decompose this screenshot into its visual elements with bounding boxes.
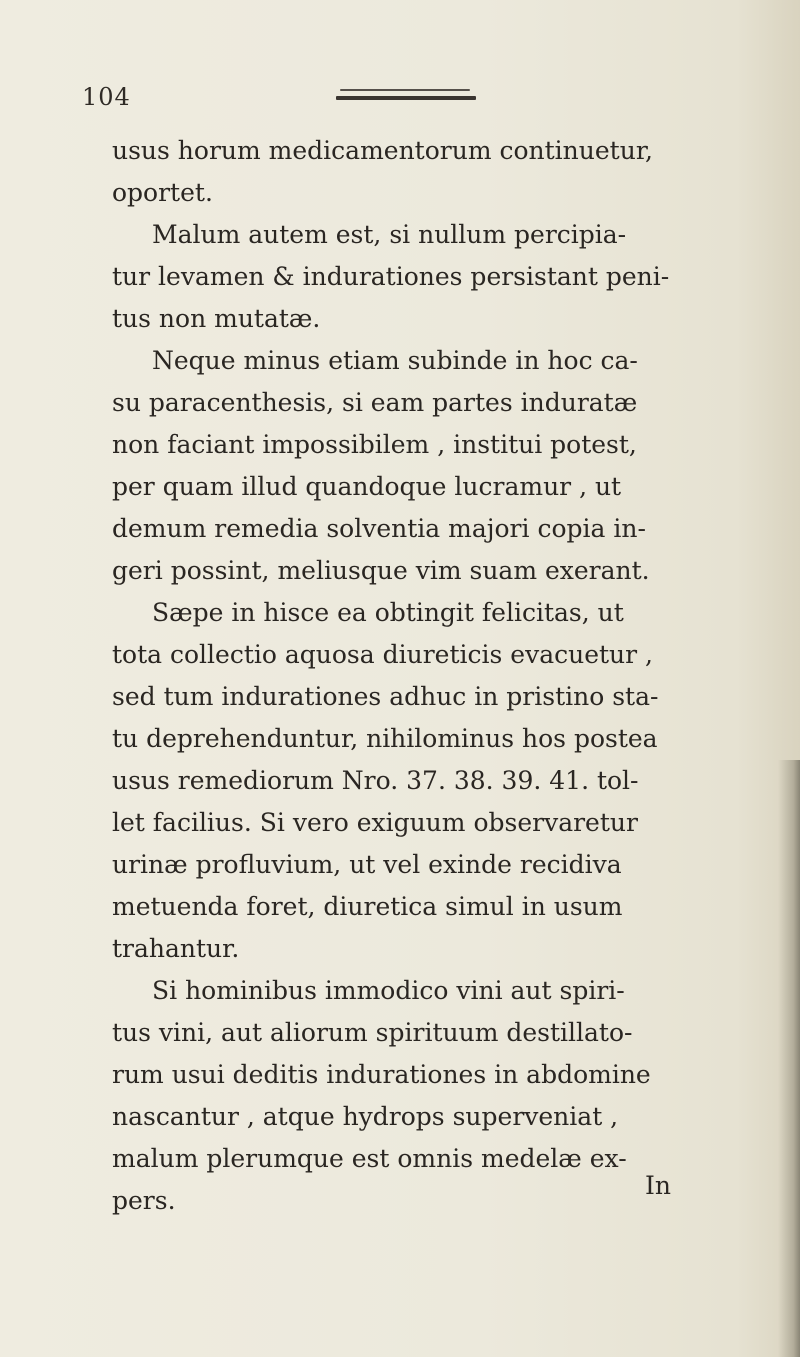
text-line: malum plerumque est omnis medelæ ex- xyxy=(112,1144,627,1173)
catchword: In xyxy=(645,1171,671,1200)
text-line: tu deprehenduntur, nihilominus hos postea xyxy=(112,724,658,753)
text-line: Malum autem est, si nullum percipia- xyxy=(152,220,627,249)
text-line: per quam illud quandoque lucramur , ut xyxy=(112,472,622,501)
text-line: rum usui deditis indurationes in abdomine xyxy=(112,1060,651,1089)
header-rule-thin xyxy=(340,89,470,91)
text-line: tota collectio aquosa diureticis evacuetur , xyxy=(112,640,653,669)
text-line: oportet. xyxy=(112,178,213,207)
text-line: Sæpe in hisce ea obtingit felicitas, ut xyxy=(152,598,624,627)
text-line: nascantur , atque hydrops superveniat , xyxy=(112,1102,619,1131)
text-line: let facilius. Si vero exiguum observaretur xyxy=(112,808,638,837)
text-line: tus non mutatæ. xyxy=(112,304,321,333)
text-line: tus vini, aut aliorum spirituum destillato- xyxy=(112,1018,633,1047)
text-line: usus remediorum Nro. 37. 38. 39. 41. tol- xyxy=(112,766,639,795)
page-number: 104 xyxy=(82,83,131,111)
text-line: usus horum medicamentorum continuetur, xyxy=(112,136,653,165)
text-line: metuenda foret, diuretica simul in usum xyxy=(112,892,623,921)
text-line: geri possint, meliusque vim suam exerant. xyxy=(112,556,650,585)
text-line: su paracenthesis, si eam partes induratæ xyxy=(112,388,638,417)
text-line: non faciant impossibilem , institui potest, xyxy=(112,430,637,459)
page-edge-shadow xyxy=(778,760,800,1357)
text-line: urinæ profluvium, ut vel exinde recidiva xyxy=(112,850,622,879)
text-line: sed tum indurationes adhuc in pristino sta- xyxy=(112,682,659,711)
text-line: tur levamen & indurationes persistant peni- xyxy=(112,262,670,291)
header-rule xyxy=(336,96,476,100)
text-line: trahantur. xyxy=(112,934,240,963)
body-text xyxy=(112,130,727,1222)
text-line: demum remedia solventia majori copia in- xyxy=(112,514,646,543)
text-line: Neque minus etiam subinde in hoc ca- xyxy=(152,346,638,375)
text-line: pers. xyxy=(112,1186,176,1215)
text-line: Si hominibus immodico vini aut spiri- xyxy=(152,976,625,1005)
